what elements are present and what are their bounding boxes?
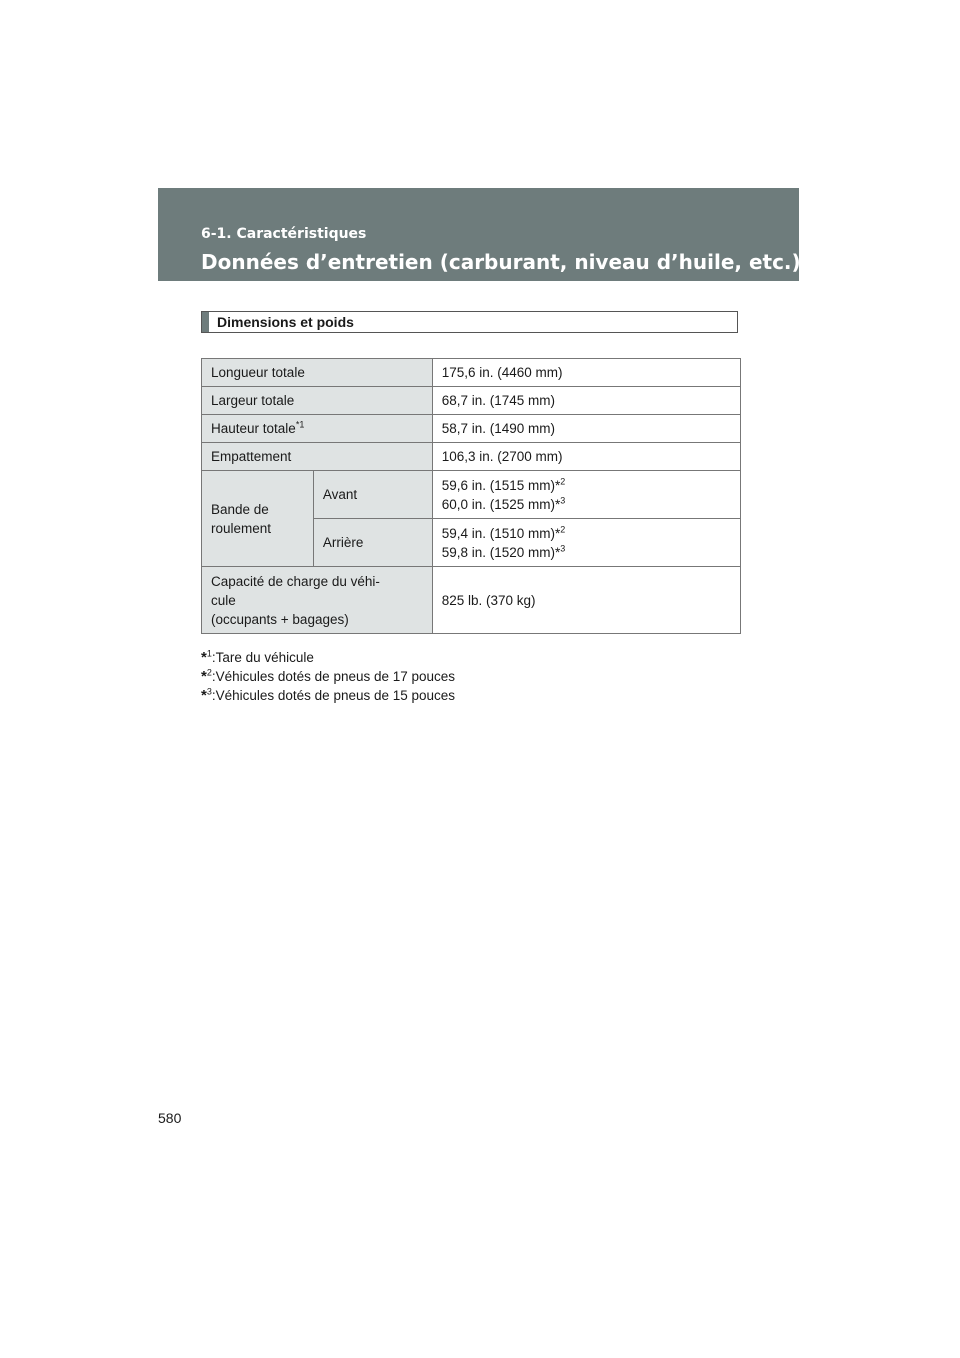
page-number: 580 <box>158 1110 182 1126</box>
rear-value <box>432 519 740 567</box>
row-value: 58,7 in. (1490 mm) <box>432 415 740 443</box>
row-value: 175,6 in. (4460 mm) <box>432 359 740 387</box>
row-label-cell <box>202 415 433 443</box>
footnote <box>201 667 455 686</box>
row-value: 68,7 in. (1745 mm) <box>432 387 740 415</box>
row-label: Longueur totale <box>202 359 433 387</box>
page-title: Données d’entretien (carburant, niveau d’huile, etc.) <box>201 250 801 274</box>
track-label <box>202 471 314 567</box>
table-row <box>202 387 741 415</box>
table-row <box>202 443 741 471</box>
row-label: Empattement <box>202 443 433 471</box>
row-value: 106,3 in. (2700 mm) <box>432 443 740 471</box>
footnote-number: 1 <box>206 648 212 659</box>
footnote-text: :Véhicules dotés de pneus de 15 pouces <box>211 688 456 703</box>
footnote-star: * <box>201 668 207 685</box>
row-label: Largeur totale <box>202 387 433 415</box>
front-value-line: 60,0 in. (1525 mm)* <box>441 496 561 512</box>
rear-label: Arrière <box>313 519 432 567</box>
subsection-title: Dimensions et poids <box>217 314 354 330</box>
footnote-marker: 3 <box>560 543 566 553</box>
front-label: Avant <box>313 471 432 519</box>
footnote-marker: *1 <box>295 419 305 430</box>
table-row <box>202 359 741 387</box>
table-row <box>202 471 741 519</box>
capacity-value: 825 lb. (370 kg) <box>432 567 740 634</box>
footnote-marker: 2 <box>560 476 566 486</box>
footnote-number: 3 <box>206 686 212 697</box>
footnote-text: :Véhicules dotés de pneus de 17 pouces <box>211 669 456 684</box>
footnote-star: * <box>201 687 207 704</box>
track-label-line: roulement <box>211 520 272 536</box>
footnotes <box>201 648 455 705</box>
dimensions-table <box>201 358 741 634</box>
table-row <box>202 567 741 634</box>
rear-value-line: 59,8 in. (1520 mm)* <box>441 544 561 560</box>
subsection-accent-bar <box>202 312 209 332</box>
footnote <box>201 686 455 705</box>
header-band <box>158 188 799 281</box>
track-label-line: Bande de <box>211 501 269 517</box>
footnote-marker: 2 <box>560 524 566 534</box>
footnote-star: * <box>201 649 207 666</box>
capacity-label-line: Capacité de charge du véhi- <box>211 573 380 589</box>
section-label: 6-1. Caractéristiques <box>201 226 367 242</box>
capacity-label-line: (occupants + bagages) <box>211 611 349 627</box>
front-value <box>432 471 740 519</box>
front-value-line: 59,6 in. (1515 mm)* <box>441 477 561 493</box>
capacity-label-line: cule <box>211 592 236 608</box>
rear-value-line: 59,4 in. (1510 mm)* <box>441 525 561 541</box>
capacity-label <box>202 567 433 634</box>
table-row <box>202 415 741 443</box>
footnote-number: 2 <box>206 667 212 678</box>
footnote-marker: 3 <box>560 495 566 505</box>
footnote <box>201 648 455 667</box>
row-label: Hauteur totale <box>211 421 296 436</box>
footnote-text: :Tare du véhicule <box>211 650 314 665</box>
subsection-heading <box>201 311 738 333</box>
